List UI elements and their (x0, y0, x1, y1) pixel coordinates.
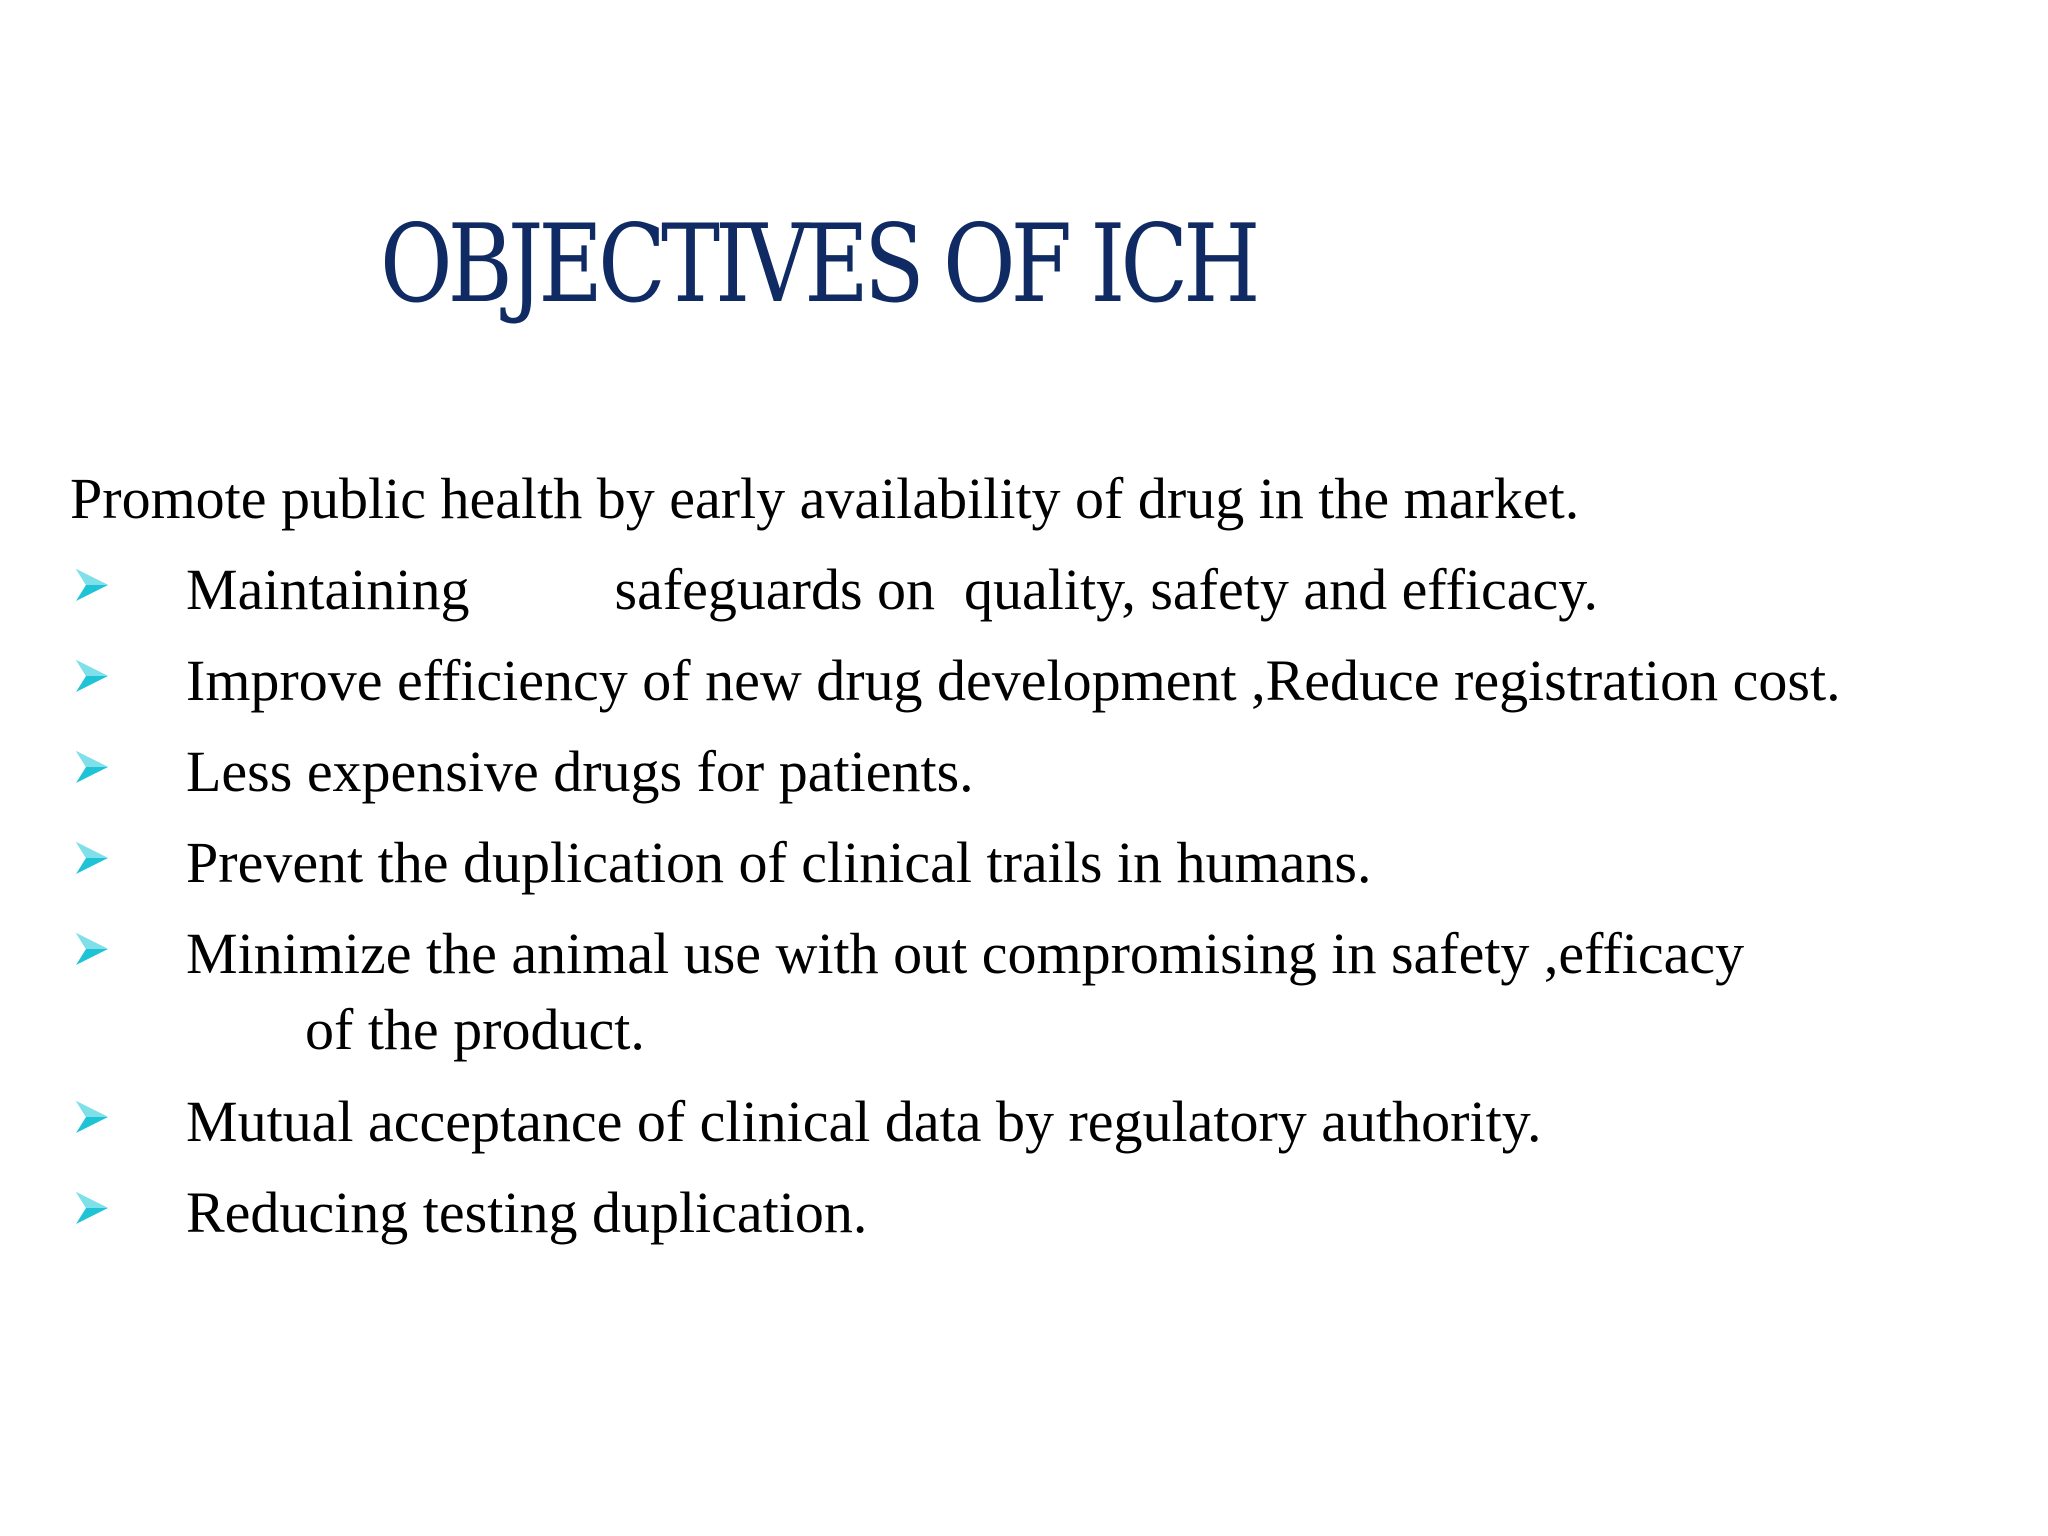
bullet-text: Minimize the animal use with out compromising in safety ,efficacy (186, 921, 1745, 986)
slide-title: OBJECTIVES OF ICH (380, 202, 1256, 327)
intro-line: Promote public health by early availability of drug in the market. (70, 466, 1580, 531)
arrow-bullet-icon (72, 747, 112, 787)
bullet-text: Reducing testing duplication. (186, 1180, 868, 1245)
bullet-text: Maintaining safeguards on quality, safety and efficacy. (186, 557, 1598, 622)
arrow-bullet-icon (72, 565, 112, 605)
arrow-bullet-icon (72, 929, 112, 969)
arrow-bullet-icon (72, 838, 112, 878)
bullet-text-continuation: of the product. (305, 997, 645, 1062)
bullet-text: Prevent the duplication of clinical trails in humans. (186, 830, 1372, 895)
arrow-bullet-icon (72, 1188, 112, 1228)
bullet-text: Less expensive drugs for patients. (186, 739, 974, 804)
arrow-bullet-icon (72, 1097, 112, 1137)
arrow-bullet-icon (72, 656, 112, 696)
bullet-text: Mutual acceptance of clinical data by regulatory authority. (186, 1089, 1542, 1154)
bullet-text: Improve efficiency of new drug development ,Reduce registration cost. (186, 648, 1841, 713)
